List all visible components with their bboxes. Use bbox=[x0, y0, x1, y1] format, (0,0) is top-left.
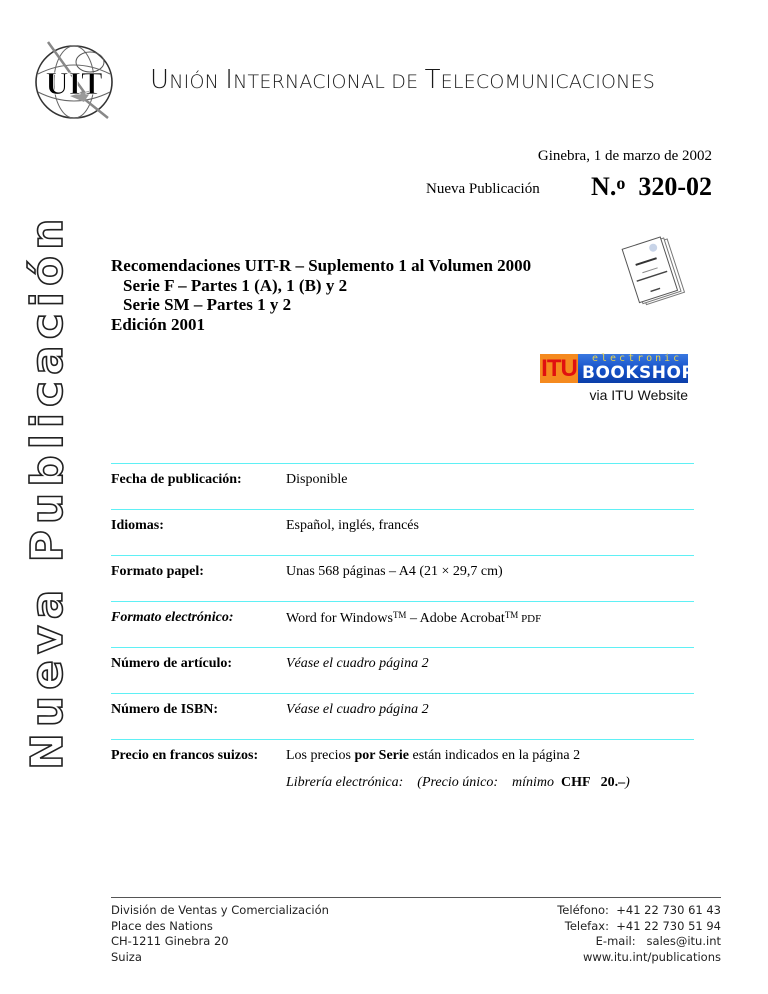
table-row bbox=[111, 509, 694, 555]
address-line: División de Ventas y Comercialización bbox=[111, 903, 329, 917]
row-label: Precio en francos suizos: bbox=[111, 748, 259, 763]
uit-logo bbox=[22, 34, 122, 124]
new-publication-label: Nueva Publicación bbox=[426, 181, 540, 197]
row-value: Véase el cuadro página 2 bbox=[286, 702, 429, 717]
row-value: Word for Windows™ – Adobe Acrobat™ PDF bbox=[286, 610, 542, 626]
footer-divider bbox=[111, 897, 721, 898]
bookshop-text: BOOKSHOP bbox=[582, 363, 695, 383]
side-banner-text: Nueva Publicación bbox=[22, 212, 73, 770]
address-line: Suiza bbox=[111, 949, 142, 964]
edition-line: Edición 2001 bbox=[111, 314, 205, 334]
table-row bbox=[111, 601, 694, 647]
bookshop-banner bbox=[578, 353, 695, 383]
row-value-secondary: Librería electrónica: (Precio único: mínimo CHF 20.–) bbox=[286, 775, 630, 790]
row-value: Español, inglés, francés bbox=[286, 518, 419, 533]
row-value: Unas 568 páginas – A4 (21 × 29,7 cm) bbox=[286, 564, 503, 579]
publication-title bbox=[111, 256, 531, 334]
publication-number: N.$^o$ 320-02 bbox=[591, 172, 712, 201]
address-line: CH-1211 Ginebra 20 bbox=[111, 934, 229, 948]
email-link[interactable]: E-mail: sales@itu.int bbox=[595, 934, 721, 948]
row-value: Los precios por Serie están indicados en la página 2 bbox=[286, 748, 581, 763]
row-label: Número de artículo: bbox=[111, 656, 233, 671]
row-label: Fecha de publicación: bbox=[111, 472, 242, 487]
fax-line: Telefax: +41 22 730 51 94 bbox=[564, 918, 721, 933]
contact-info bbox=[557, 903, 721, 965]
row-label: Formato electrónico: bbox=[111, 610, 234, 625]
document-stack-image bbox=[615, 233, 691, 313]
row-value: Disponible bbox=[286, 472, 348, 487]
title-line: Recomendaciones UIT-R – Suplemento 1 al Volumen 2000 bbox=[111, 256, 532, 275]
via-website-text: via ITU Website bbox=[589, 387, 688, 403]
row-label: Idiomas: bbox=[111, 518, 164, 533]
organization-name: UNIÓN INTERNACIONAL DE TELECOMUNICACIONES bbox=[150, 65, 656, 95]
row-value: Véase el cuadro página 2 bbox=[286, 656, 429, 671]
row-label: Formato papel: bbox=[111, 564, 204, 579]
phone-line: Teléfono: +41 22 730 61 43 bbox=[557, 903, 721, 917]
electronic-bookshop-link[interactable] bbox=[540, 353, 695, 383]
address-line: Place des Nations bbox=[111, 918, 213, 933]
itu-badge: ITU bbox=[541, 354, 577, 382]
table-row bbox=[111, 693, 694, 739]
publication-details-table bbox=[111, 463, 694, 810]
globe-icon bbox=[22, 34, 122, 124]
table-row bbox=[111, 739, 694, 810]
table-row bbox=[111, 555, 694, 601]
title-line: Serie SM – Partes 1 y 2 bbox=[123, 295, 292, 314]
bookshop-electronic-text: electronic bbox=[592, 353, 683, 364]
svg-text:UIT: UIT bbox=[45, 65, 103, 101]
dateline: Ginebra, 1 de marzo de 2002 bbox=[537, 148, 712, 164]
row-label: Número de ISBN: bbox=[111, 702, 219, 717]
website-link[interactable]: www.itu.int/publications bbox=[583, 949, 721, 964]
table-row bbox=[111, 463, 694, 509]
sales-address bbox=[111, 903, 329, 965]
table-row bbox=[111, 647, 694, 693]
title-line: Serie F – Partes 1 (A), 1 (B) y 2 bbox=[123, 275, 348, 295]
